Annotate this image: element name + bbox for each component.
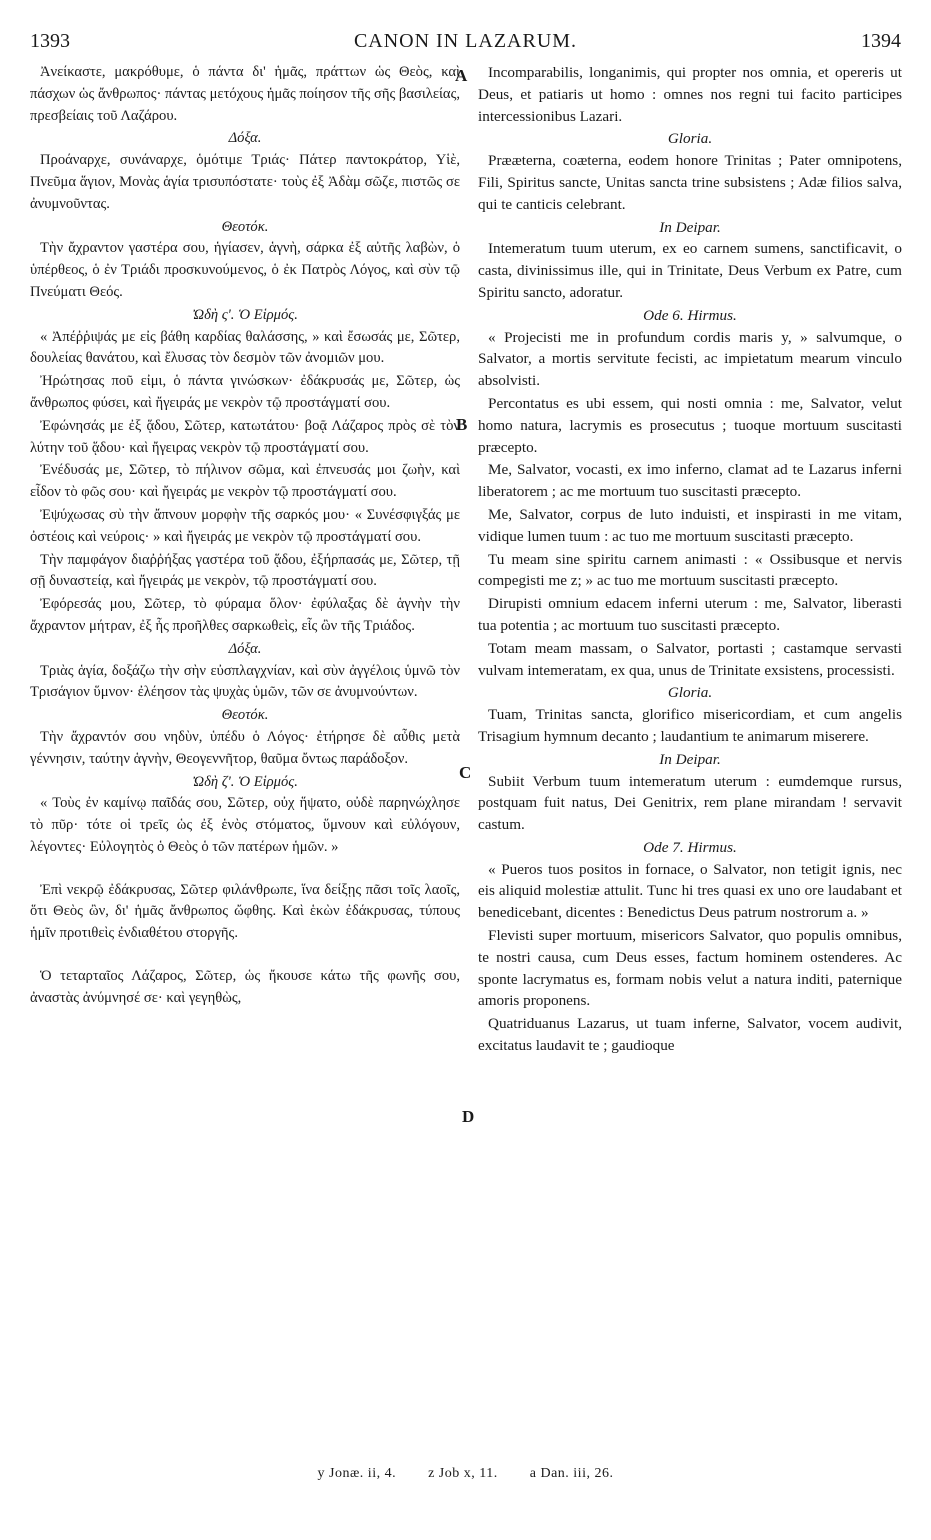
greek-paragraph: Ἐψύχωσας σὺ τὴν ἄπνουν μορφὴν τῆς σαρκός μου· « Συνέσφιγξάς με ὀστέοις καὶ νεύροις· » καὶ ἤγειράς με νεκρὸν τῷ προστάγματί σου. — [30, 506, 460, 545]
greek-paragraph: Τὴν ἄχραντον γαστέρα σου, ἡγίασεν, ἁγνὴ, σάρκα ἐξ αὐτῆς λαβὼν, ὁ ὑπέρθεος, ὁ ἐν Τριάδι προσκυνούμενος, ὁ ἐκ Πατρὸς Λόγος, καὶ σὺν τῷ Πνεύματι Θεός. — [30, 240, 460, 300]
latin-paragraph: Percontatus es ubi essem, qui nosti omnia : me, Salvator, velut homo natura, lacrymis es prosecutus ; tuoque mortuum suscitasti præcepto. — [478, 394, 902, 456]
latin-paragraph: Dirupisti omnium edacem inferni uterum : me, Salvator, liberasti tua potentia ; ac mortuum tuo suscitasti præcepto. — [478, 595, 902, 634]
greek-paragraph: Ἠρώτησας ποῦ εἰμι, ὁ πάντα γινώσκων· ἐδάκρυσάς με, Σῶτερ, ὡς ἄνθρωπος φύσει, καὶ ἤγειράς με νεκρὸν τῷ προστάγματί σου. — [30, 373, 460, 411]
greek-heading-theotokion: Θεοτόκ. — [221, 707, 269, 724]
latin-paragraph: Quatriduanus Lazarus, ut tuam inferne, Salvator, vocem audivit, excitatus laudavit te ; gaudioque — [478, 1015, 902, 1055]
latin-paragraph: Me, Salvator, corpus de luto induisti, et inspirasti in me vitam, vidique lumen tuum : ac tuo me mortuum suscitasti præcepto. — [478, 505, 902, 545]
greek-heading-ode-6: Ὠδὴ ς'. Ὁ Εἱρμός. — [192, 306, 298, 323]
greek-heading-ode-7: Ὠδὴ ζ'. Ὁ Εἱρμός. — [192, 773, 298, 790]
running-title: CANON IN LAZARUM. — [353, 30, 578, 52]
latin-heading-gloria: Gloria. — [667, 130, 713, 148]
latin-column — [478, 62, 902, 1058]
latin-heading-gloria: Gloria. — [667, 684, 713, 702]
footnote: z Job x, 11. — [428, 1466, 498, 1481]
greek-paragraph: Τὴν ἄχραντόν σου νηδὺν, ὑπέδυ ὁ Λόγος· ἐτήρησε δὲ αὖθις μετὰ γέννησιν, ταύτην ἁγνὴν, Θεογεννῆτορ, θαῦμα ὄντως παράδοξον. — [30, 728, 460, 767]
greek-paragraph: Ὁ τεταρταῖος Λάζαρος, Σῶτερ, ὡς ἤκουσε κάτω τῆς φωνῆς σου, ἀναστὰς ἀνύμνησέ σε· καὶ γεγηθὼς, — [30, 968, 460, 1006]
greek-heading-gloria: Δόξα. — [228, 130, 262, 147]
latin-paragraph: Subiit Verbum tuum intemeratum uterum : eumdemque rursus, postquam fuit natus, Dei Genitrix, rem plane mirandam ! servavit castum. — [478, 772, 902, 834]
latin-paragraph: Tuam, Trinitas sancta, glorifico misericordiam, et cum angelis Trisagium hymnum decanto ; laudantium te animarum miserere. — [478, 706, 902, 745]
greek-paragraph: Ἐνέδυσάς με, Σῶτερ, τὸ πήλινον σῶμα, καὶ ἐπνευσάς μοι ζωὴν, καὶ εἶδον τὸ φῶς σου· καὶ ἤγειράς με νεκρὸν τῷ προστάγματί σου. — [30, 462, 460, 501]
latin-paragraph: Flevisti super mortuum, misericors Salvator, quo populis omnibus, te nostri causa, cum Deus esses, factum hominem ostenderes. Ac sponte lacrymatus es, formam nobis velut a natura inditi, paternique amoris proponens. — [478, 927, 902, 1010]
page-number-right: 1394 — [861, 30, 901, 52]
footnote: y Jonæ. ii, 4. — [317, 1466, 397, 1481]
greek-paragraph: Τριὰς ἁγία, δοξάζω τὴν σὴν εὐσπλαγχνίαν, καὶ σὺν ἀγγέλοις ὑμνῶ τὸν Τρισάγιον ὕμνον· ἐλέησον τὰς ψυχὰς ὑμῶν, τῶν σε ἀνυμνούντων. — [30, 662, 460, 701]
latin-paragraph: « Pueros tuos positos in fornace, o Salvator, non tetigit ignis, nec eis aliquid molestiæ attulit. Tunc hi tres quasi ex uno ore laudabant et benedicebant, dicentes : Benedictus Deus patrum nostrorum a. » — [478, 860, 902, 922]
greek-paragraph: Προάναρχε, συνάναρχε, ὁμότιμε Τριάς· Πάτερ παντοκράτορ, Υἱὲ, Πνεῦμα ἅγιον, Μονὰς ἁγία τρισυπόστατε· τοὺς ἐξ Ἀδὰμ σῶζε, πιστῶς σε ἀνυμνοῦντας. — [30, 152, 460, 212]
latin-paragraph: Me, Salvator, vocasti, ex imo inferno, clamat ad te Lazarus inferni liberatorem ; ac me mortuum tuo suscitasti præcepto. — [478, 461, 902, 501]
greek-column — [30, 62, 460, 1011]
section-marker-d: D — [462, 1107, 475, 1126]
page-header — [30, 30, 901, 60]
greek-paragraph: « Ἀπέῤῥιψάς με εἰς βάθη καρδίας θαλάσσης, » καὶ ἔσωσάς με, Σῶτερ, δουλείας θανάτου, καὶ ἔλυσας τὸν δεσμὸν τῶν ἀνομιῶν μου. — [30, 328, 460, 367]
greek-paragraph: Τὴν παμφάγον διαῤῥήξας γαστέρα τοῦ ᾅδου, ἐξήρπασάς με, Σῶτερ, τῇ σῇ δυναστείᾳ, καὶ ἤγειράς με νεκρὸν, τῷ προστάγματί σου. — [30, 551, 460, 590]
page-number-left: 1393 — [30, 30, 70, 52]
greek-heading-theotokion: Θεοτόκ. — [221, 218, 269, 235]
latin-paragraph: Totam meam massam, o Salvator, portasti ; castamque servasti vulvam intemeratam, ex qua, unus de Trinitate exsistens, processisti. — [478, 639, 902, 679]
greek-paragraph: Ἐπὶ νεκρῷ ἐδάκρυσας, Σῶτερ φιλάνθρωπε, ἵνα δείξῃς πᾶσι τοῖς λαοῖς, ὅτι Θεὸς ὢν, δι' ἡμᾶς ἄνθρωπος ὤφθης. Καὶ ἑκὼν ἐδάκρυσας, τύπους ἡμῖν προτιθεὶς ἐνδιαθέτου στοργῆς. — [30, 881, 460, 942]
latin-paragraph: Intemeratum tuum uterum, ex eo carnem sumens, sanctificavit, o casta, divinissimus ille, qui in Trinitate, Deus Verbum ex Patre, cum Spiritu sancto, adoratur. — [478, 240, 902, 301]
greek-heading-gloria: Δόξα. — [228, 640, 262, 657]
footnotes — [30, 1466, 901, 1482]
greek-paragraph: Ἀνείκαστε, μακρόθυμε, ὁ πάντα δι' ἡμᾶς, πράττων ὡς Θεὸς, καὶ πάσχων ὡς ἄνθρωπος· πάντας μετόχους ἡμᾶς ποίησον τῆς σῆς βασιλείας, πρεσβείαις τοῦ Λαζάρου. — [30, 64, 460, 124]
footnote: a Dan. iii, 26. — [529, 1466, 614, 1481]
latin-paragraph: Tu meam sine spiritu carnem animasti : « Ossibusque et nervis compegisti me z; » ac tuo me mortuum suscitasti præcepto. — [478, 550, 902, 590]
section-marker-b: B — [456, 415, 468, 434]
greek-paragraph: « Τοὺς ἐν καμίνῳ παῖδάς σου, Σῶτερ, οὐχ ἥψατο, οὐδὲ παρηνώχλησε τὸ πῦρ· τότε οἱ τρεῖς ὡς ἐξ ἑνὸς στόματος, ὕμνουν καὶ εὐλόγουν, λέγοντες· Εὐλογητὸς ὁ Θεὸς ὁ τῶν πατέρων ἡμῶν. » — [30, 795, 460, 855]
latin-paragraph: Incomparabilis, longanimis, qui propter nos omnia, et opereris ut Deus, et patiaris ut homo : omnes nos regni tui facito participes intercessionibus Lazari. — [478, 64, 902, 125]
latin-heading-deipar: In Deipar. — [659, 750, 721, 768]
latin-heading-ode-7: Ode 7. Hirmus. — [643, 838, 737, 856]
latin-paragraph: Prææterna, coæterna, eodem honore Trinitas ; Pater omnipotens, Fili, Spiritus sancte, Unitas sancta trine subsistens ; Adæ filios salva, qui te canticis celebrant. — [478, 152, 902, 213]
greek-paragraph: Ἐφώνησάς με ἐξ ᾅδου, Σῶτερ, κατωτάτου· βοᾷ Λάζαρος πρὸς σὲ τὸν λύτην τοῦ ᾅδου· καὶ ἤγειρας νεκρὸν τῷ προστάγματί σου. — [30, 417, 460, 456]
latin-heading-ode-6: Ode 6. Hirmus. — [643, 306, 737, 324]
section-marker-a: A — [455, 66, 468, 85]
section-marker-c: C — [459, 763, 472, 782]
latin-heading-deipar: In Deipar. — [659, 218, 721, 236]
greek-paragraph: Ἐφόρεσάς μου, Σῶτερ, τὸ φύραμα ὅλον· ἐφύλαξας δὲ ἁγνὴν τὴν ἄχραντον μήτραν, ἐξ ἧς προῆλθες σαρκωθεὶς, εἷς ὢν τῆς Τριάδος. — [30, 596, 460, 634]
latin-paragraph: « Projecisti me in profundum cordis maris y, » salvumque, o Salvator, a mortis servitute fecisti, ac impietatum mearum vinculo absolvisti. — [478, 328, 902, 390]
